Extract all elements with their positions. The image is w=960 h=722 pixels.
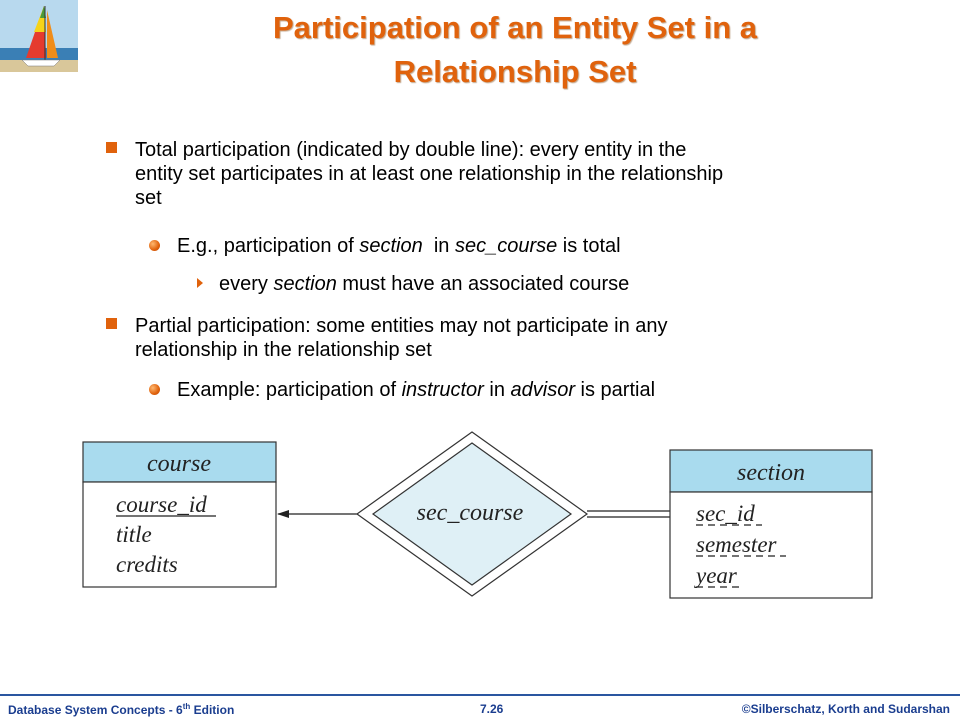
bullet-partial-line-1: Partial participation: some entities may not participate in any [135, 315, 668, 337]
title-line-2: Relationship Set [393, 54, 637, 89]
round-bullet-icon [149, 240, 160, 251]
square-bullet-icon [106, 318, 117, 329]
triangle-bullet-icon [197, 278, 203, 288]
partial-example-suffix: is partial [574, 379, 656, 401]
example-suffix: is total [557, 235, 621, 257]
course-attr-course-id: course_id [116, 492, 207, 517]
footer-book-prefix: Database System Concepts - 6 [8, 703, 183, 717]
sub-em-section: section [273, 273, 337, 295]
footer-edition-sup: th [182, 702, 191, 711]
partial-example-mid: in [483, 379, 511, 401]
section-attr-year: year [696, 563, 737, 588]
bullet-total-line-1: Total participation (indicated by double line): every entity in the [135, 139, 687, 161]
footer-book-suffix: Edition [190, 703, 235, 717]
partial-example-em-advisor: advisor [510, 379, 575, 401]
entity-section [670, 450, 872, 598]
example-prefix: E.g., participation of [177, 235, 360, 257]
relationship-name: sec_course [416, 500, 524, 526]
section-attr-sec-id: sec_id [696, 501, 755, 526]
entity-course-name: course [147, 451, 211, 477]
footer-page-number: 7.26 [480, 702, 504, 716]
sub-prefix: every [219, 273, 274, 295]
entity-section-name: section [737, 460, 805, 486]
er-diagram [0, 420, 960, 660]
entity-course [83, 442, 276, 587]
footer-book-title [8, 702, 234, 717]
square-bullet-icon [106, 142, 117, 153]
title-line-1: Participation of an Entity Set in a [272, 10, 757, 45]
slide-footer [0, 694, 960, 722]
partial-example-prefix: Example: participation of [177, 379, 402, 401]
bullet-total-line-3: set [135, 187, 162, 209]
relationship-sec-course [357, 432, 587, 596]
course-attr-title: title [116, 522, 152, 547]
bullet-partial-line-2: relationship in the relationship set [135, 339, 432, 361]
sub-suffix: must have an associated course [336, 273, 630, 295]
partial-example-em-instructor: instructor [401, 379, 484, 401]
course-attr-credits: credits [116, 552, 178, 577]
example-em-sec-course: sec_course [454, 235, 558, 257]
section-attr-semester: semester [696, 532, 777, 557]
bullet-total-line-2: entity set participates in at least one relationship in the relationship [135, 163, 724, 185]
footer-copyright: ©Silberschatz, Korth and Sudarshan [741, 702, 950, 716]
example-mid: in [422, 235, 455, 257]
example-em-section: section [359, 235, 423, 257]
round-bullet-icon [149, 384, 160, 395]
